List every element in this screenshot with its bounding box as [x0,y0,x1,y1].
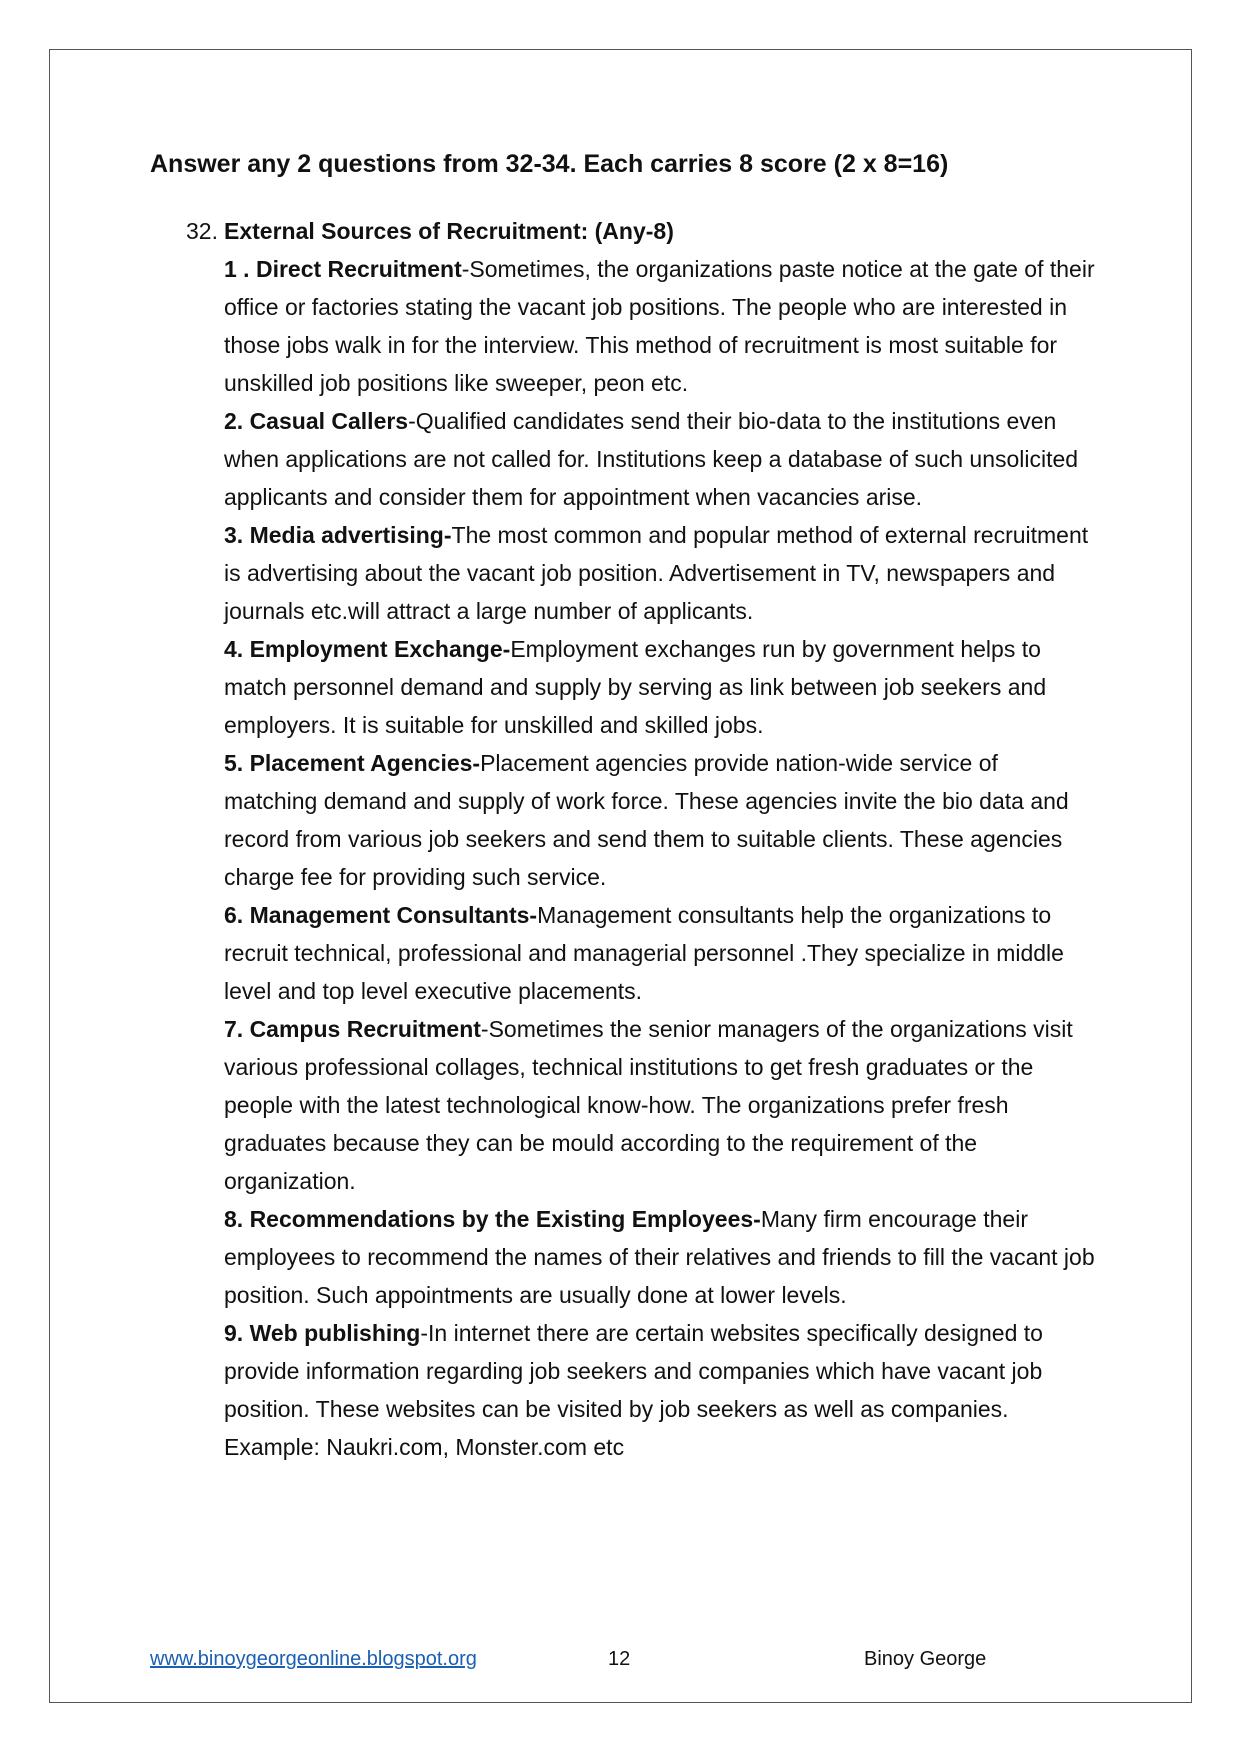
item-text: The most common and popular method of external recruitment is advertising about the vacant job position. Advertisement in TV, newspapers and journals etc.will attract a large number of applicants. [224,522,1089,624]
item-text: Employment exchanges run by government helps to match personnel demand and supply by serving as link between job seekers and employers. It is suitable for unskilled and skilled jobs. [224,636,1047,738]
question-title: External Sources of Recruitment: (Any-8) [224,218,674,244]
item-text: Many firm encourage their employees to recommend the names of their relatives and friends to fill the vacant job position. Such appointments are usually done at lower levels. [224,1206,1095,1308]
section-heading: Answer any 2 questions from 32-34. Each carries 8 score (2 x 8=16) [150,150,949,178]
list-item [224,744,1096,896]
question-number: 32. [186,218,218,244]
item-text: Management consultants help the organizations to recruit technical, professional and managerial personnel .They specialize in middle level and top level executive placements. [224,902,1064,1004]
page-number: 12 [608,1648,631,1670]
footer-website-link[interactable]: www.binoygeorgeonline.blogspot.org [150,1648,477,1670]
list-item [224,630,1096,744]
item-label: 2. Casual Callers [224,408,409,434]
item-text: -Sometimes the senior managers of the organizations visit various professional collages, technical institutions to get fresh graduates or the people with the latest technological know-how. The organizations prefer fresh graduates because they can be mould according to the requirement of the organization. [224,1016,1073,1194]
item-label: 9. Web publishing [224,1320,421,1346]
item-label: 3. Media advertising- [224,522,452,548]
list-item [224,896,1096,1010]
item-label: 7. Campus Recruitment [224,1016,481,1042]
item-text: -In internet there are certain websites specifically designed to provide information regarding job seekers and companies which have vacant job position. These websites can be visited by job seekers as well as companies. Example: Naukri.com, Monster.com etc [224,1320,1043,1460]
list-item [224,250,1096,402]
answer-list [224,250,1096,1466]
item-label: 1 . Direct Recruitment [224,256,462,282]
list-item [224,402,1096,516]
list-item [224,516,1096,630]
question-32 [186,212,1096,1466]
item-text: -Qualified candidates send their bio-data to the institutions even when applications are not called for. Institutions keep a database of such unsolicited applicants and consider them for appointment when vacancies arise. [224,408,1079,510]
footer-author: Binoy George [864,1648,987,1670]
list-item [224,1200,1096,1314]
item-label: 6. Management Consultants- [224,902,538,928]
item-text: -Sometimes, the organizations paste notice at the gate of their office or factories stating the vacant job positions. The people who are interested in those jobs walk in for the interview. This method of recruitment is most suitable for unskilled job positions like sweeper, peon etc. [224,256,1095,396]
item-label: 5. Placement Agencies- [224,750,481,776]
list-item [224,1314,1096,1466]
item-text: Placement agencies provide nation-wide service of matching demand and supply of work force. These agencies invite the bio data and record from various job seekers and send them to suitable clients. These agencies charge fee for providing such service. [224,750,1069,890]
item-label: 8. Recommendations by the Existing Employees- [224,1206,761,1232]
item-label: 4. Employment Exchange- [224,636,511,662]
list-item [224,1010,1096,1200]
question-title-row [186,212,1096,250]
